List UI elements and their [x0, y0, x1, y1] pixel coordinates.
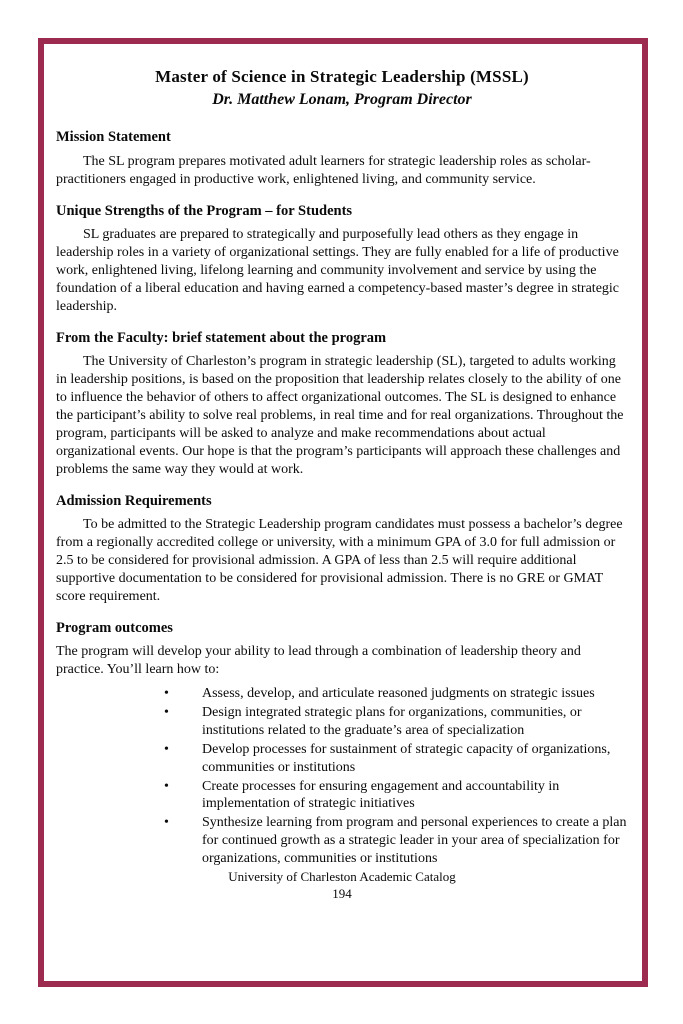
page-number: 194 [332, 886, 352, 902]
section-admission-requirements [56, 492, 628, 606]
list-item: • Synthesize learning from program and personal experiences to create a plan for continued growth as a strategic leader in your area of specialization for organizations, communities or institutions [202, 814, 628, 868]
document-subtitle: Dr. Matthew Lonam, Program Director [212, 90, 472, 108]
list-item: • Design integrated strategic plans for organizations, communities, or institutions related to the graduate’s area of specialization [202, 704, 628, 740]
list-item: • Assess, develop, and articulate reasoned judgments on strategic issues [202, 685, 628, 703]
document-title: Master of Science in Strategic Leadership (MSSL) [155, 67, 529, 86]
section-program-outcomes [56, 619, 628, 868]
section-unique-strengths [56, 202, 628, 316]
catalog-title-line: University of Charleston Academic Catalog [228, 869, 456, 885]
page-content [44, 44, 642, 903]
list-item: • Develop processes for sustainment of strategic capacity of organizations, communities or institutions [202, 741, 628, 777]
document-header [56, 66, 628, 110]
list-item: • Create processes for ensuring engagement and accountability in implementation of strategic initiatives [202, 778, 628, 814]
unique-strengths-paragraph: SL graduates are prepared to strategically and purposefully lead others as they engage in leadership roles in a variety of organizational settings. They are fully enabled for a life of productive work, enlightened living, lifelong learning and community involvement and service by using the foundation of a liberal education and having earned a competency-based master’s degree in strategic leadership. [56, 227, 620, 314]
admission-requirements-heading: Admission Requirements [56, 492, 212, 509]
section-from-the-faculty [56, 329, 628, 479]
section-mission-statement [56, 128, 628, 188]
mission-statement-heading: Mission Statement [56, 129, 171, 146]
program-outcomes-list [56, 685, 628, 868]
page-border-frame [38, 38, 648, 987]
from-the-faculty-paragraph: The University of Charleston’s program in strategic leadership (SL), targeted to adults working in leadership positions, is based on the proposition that leadership relates closely to the ability of one to influence the behavior of others to affect organizational outcomes. The SL is designed to enhance the participant’s ability to solve real problems, in real time and for real organizations. Throughout the program, participants will be asked to analyze and make recommendations about actual organizational events. Our hope is that the program’s participants will approach these challenges and problems the same way they would at work. [56, 354, 624, 477]
program-outcomes-heading: Program outcomes [56, 619, 173, 636]
admission-requirements-paragraph: To be admitted to the Strategic Leadership program candidates must possess a bachelor’s degree from a regionally accredited college or university, with a minimum GPA of 3.0 for full admission or 2.5 to be considered for provisional admission. A GPA of less than 2.5 will require additional supportive documentation to be considered for provisional admission. There is no GRE or GMAT score requirement. [56, 517, 623, 604]
page-footer [56, 869, 628, 903]
mission-statement-paragraph: The SL program prepares motivated adult learners for strategic leadership roles as scholar-practitioners engaged in productive work, enlightened living, and community service. [56, 153, 591, 187]
from-the-faculty-heading: From the Faculty: brief statement about the program [56, 329, 387, 346]
program-outcomes-intro: The program will develop your ability to lead through a combination of leadership theory and practice. You’ll learn how to: [56, 644, 581, 678]
unique-strengths-heading: Unique Strengths of the Program – for Students [56, 202, 353, 219]
